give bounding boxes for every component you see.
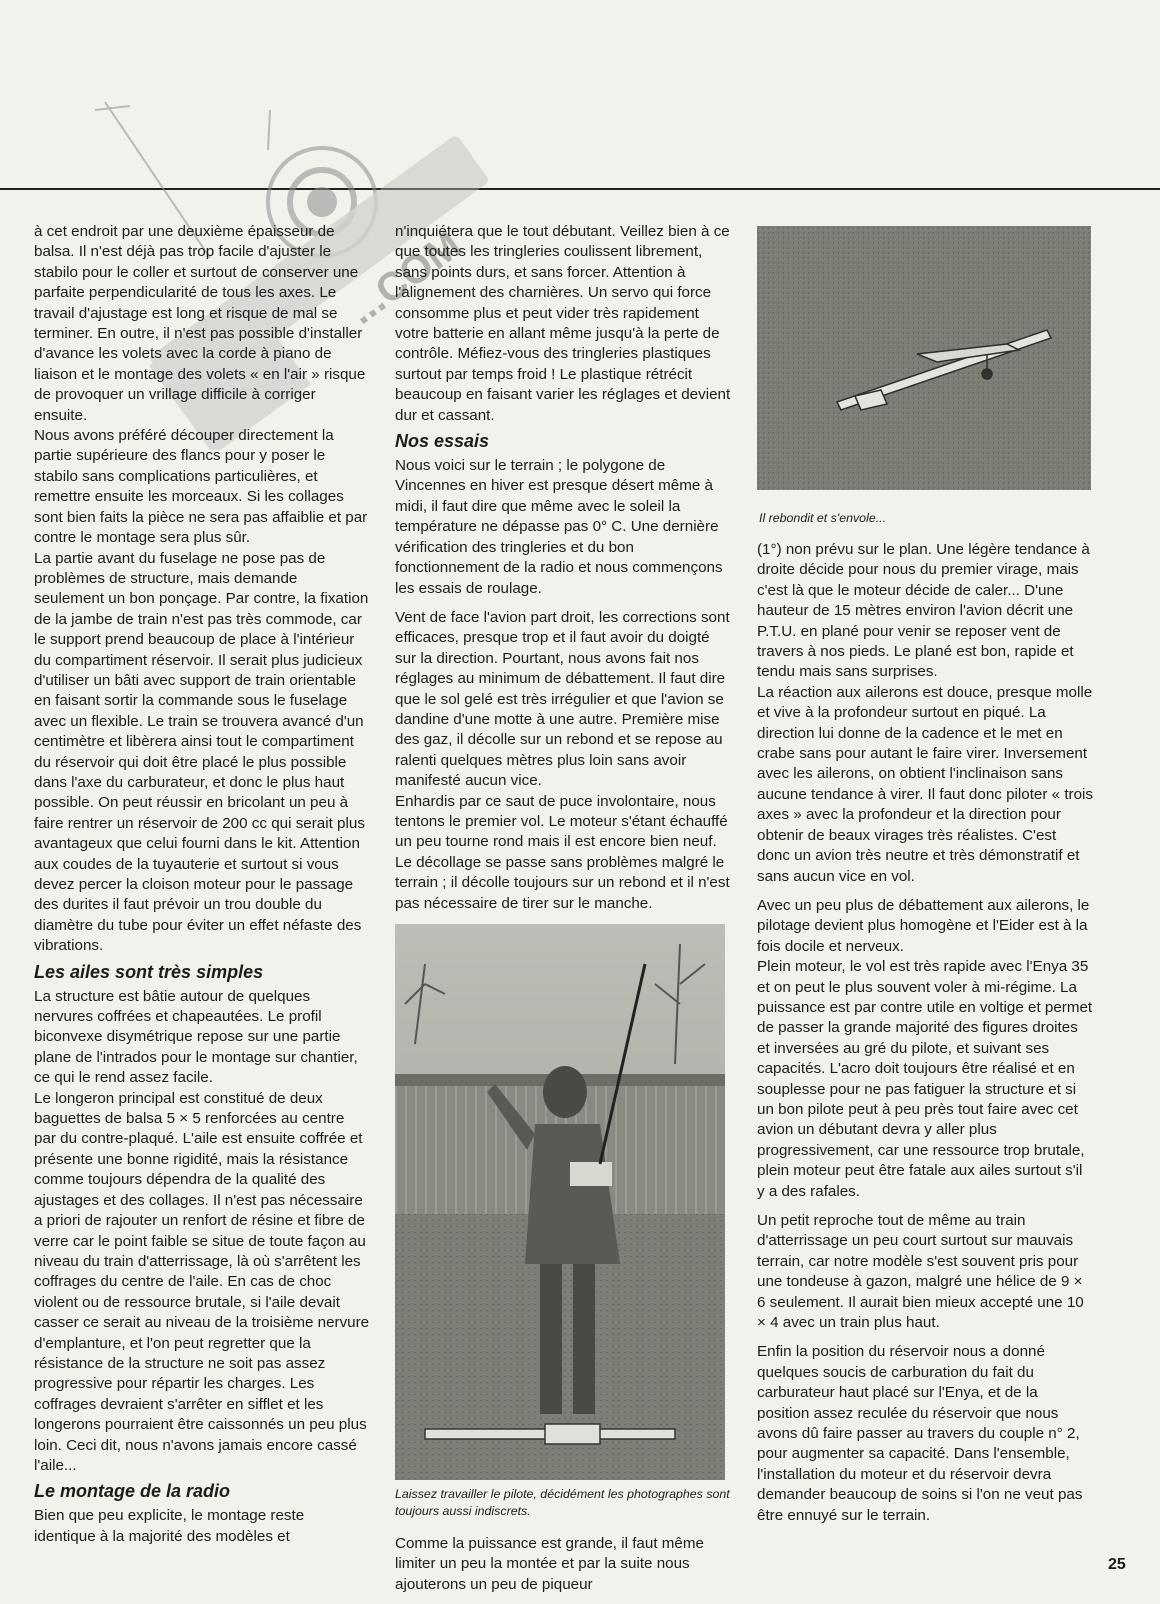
paragraph: à cet endroit par une deuxième épaisseur de balsa. Il n'est déjà pas trop facile d'ajuster le stabilo pour le coller et surtout de conserver une parfaite perpendicularité de tous les axes. Le travail d'ajustage est long et risque de mal se terminer. En outre, il n'est pas possible d'installer d'avance les volets avec la corde à piano de liaison et le montage des volets « en l'air » risque de provoquer un vrillage difficile à corriger ensuite. xyxy=(34,223,366,424)
paragraph: La structure est bâtie autour de quelques nervures coffrées et chapeautées. Le profil biconvexe disymétrique repose sur une partie plane de l'intrados pour le montage sur chantier, ce qui le rend assez facile. xyxy=(34,987,358,1087)
paragraph: Nous voici sur le terrain ; le polygone de Vincennes en hiver est presque désert même à midi, il faut dire que même avec le soleil la température ne dépasse pas 0° C. Une dernière vérification des tringleries et du bon fonctionnement de la radio et nous commençons les essais de roulage. xyxy=(395,457,723,597)
pilot-photo xyxy=(395,924,725,1480)
paragraph: Un petit reproche tout de même au train d'atterrissage un peu court surtout sur mauvais terrain, car notre modèle s'est souvent pris pour une tondeuse à gazon, malgré une hélice de 9 × 6 seulement. Il aurait bien mieux accepté une 10 × 4 avec un train plus haut. xyxy=(757,1212,1084,1332)
paragraph: La réaction aux ailerons est douce, presque molle et vive à la profondeur surtout en piqué. La direction lui donne de la cadence et le met en crabe sans pour autant le faire virer. Inversement avec les ailerons, on obtient l'inclinaison sans aucune tendance à virer. Il faut donc piloter « trois axes » avec la profondeur et la direction pour obtenir de beaux virages très réalistes. C'est donc un avion très neutre et très démonstratif et sans aucun vice en vol. xyxy=(757,683,1094,885)
flight-photo xyxy=(757,226,1091,490)
column-2 xyxy=(395,222,731,1595)
paragraph: La partie avant du fuselage ne pose pas de problèmes de structure, mais demande seulement un bon ponçage. Par contre, la fixation de la jambe de train n'est pas très commode, car le support prend beaucoup de place à l'intérieur du compartiment réservoir. Il serait plus judicieux d'utiliser un bâti avec support de train orientable en faisant sortir la commande sous le fuselage avec un flexible. Le train se trouvera avancé d'un centimètre et libèrera ainsi tout le compartiment du réservoir qui doit être placé le plus possible dans l'axe du carburateur, et donc le plus haut possible. On peut réussir en bricolant un peu à faire rentrer un réservoir de 200 cc qui serait plus avantageux que celui fourni dans le kit. Attention aux coudes de la tuyauterie et surtout si vous devez percer la cloison moteur pour le passage des durites il faut prévoir un trou double du diamètre du tube pour éviter un effet néfaste des vibrations. xyxy=(34,549,369,955)
section-heading: Le montage de la radio xyxy=(34,1481,231,1502)
page-number: 25 xyxy=(1108,1556,1126,1573)
section-heading: Les ailes sont très simples xyxy=(34,961,264,982)
paragraph: Comme la puissance est grande, il faut même limiter un peu la montée et par la suite nous ajouterons un peu de piqueur xyxy=(395,1535,704,1593)
photo-caption: Laissez travailler le pilote, décidément les photographes sont toujours aussi indiscrets. xyxy=(395,1487,730,1518)
paragraph: Le longeron principal est constitué de deux baguettes de balsa 5 × 5 renforcées au centre par du contre-plaqué. L'aile est ensuite coffrée et présente une bonne rigidité, mais la résistance comme toujours dépendra de la qualité des ajustages et des collages. Il n'est pas nécessaire a priori de rajouter un renfort de résine et fibre de verre car le point faible se situe de toute façon au niveau du train d'atterrissage, là où s'arrêtent les coffrages du centre de l'aile. En cas de choc violent ou de ressource brutale, si l'aile devait casser ce serait au niveau de la troisième nervure d'emplanture, et l'on peut regretter que la résistance de la structure ne soit pas assez progressive pour répartir les charges. Les coffrages devraient s'arrêter en sifflet et les longerons pourraient être caissonnés un peu plus loin. Ceci dit, nous n'avons jamais encore cassé l'aile... xyxy=(34,1089,370,1474)
paragraph: Nous avons préféré découper directement la partie supérieure des flancs pour y poser le stabilo sans complications particulières, et remettre ensuite les morceaux. Si les collages sont bien faits la pièce ne sera pas affaiblie et par contre le montage sera plus sûr. xyxy=(34,427,368,547)
column-1 xyxy=(34,222,370,1547)
photo-caption: Il rebondit et s'envole... xyxy=(759,511,887,525)
paragraph: Enhardis par ce saut de puce involontaire, nous tentons le premier vol. Le moteur s'étant échauffé un peu tourne rond mais il est encore bien neuf. Le décollage se passe sans problèmes malgré le terrain ; il décolle toujours sur un rebond et il n'est pas nécessaire de tirer sur le manche. xyxy=(395,792,730,912)
paragraph: n'inquiétera que le tout débutant. Veillez bien à ce que toutes les tringleries coulissent librement, sans points durs, et sans forcer. Attention à l'alignement des charnières. Un servo qui force consomme plus et peut vider très rapidement votre batterie en allant même jusqu'à la perte de contrôle. Méfiez-vous des tringleries plastiques surtout par temps froid ! Le plastique rétrécit beaucoup en faisant varier les réglages et devient dur et cassant. xyxy=(395,223,731,424)
paragraph: Enfin la position du réservoir nous a donné quelques soucis de carburation du fait du carburateur haut placé sur l'Enya, et de la position assez reculée du réservoir que nous avons dû faire passer au travers du couple n° 2, pour augmenter sa capacité. Dans l'ensemble, l'installation du moteur et du réservoir devra demander beaucoup de soins si l'on ne veut pas être ennuyé sur le terrain. xyxy=(757,1343,1083,1524)
watermark-text: ...COM xyxy=(340,222,470,333)
paragraph: Plein moteur, le vol est très rapide avec l'Enya 35 et on peut le plus souvent voler à mi-régime. La puissance est par contre utile en voltige et permet de passer la grande majorité des figures droites et inversées au gré du pilote, et suivant ses capacités. L'acro doit toujours être réalisé et en souplesse pour ne pas fatiguer la structure et si un bon pilote peut à peu près tout faire avec cet avion un débutant devra y aller plus progressivement, car une ressource trop brutale, plein moteur peut être fatale aux ailes surtout s'il y a des rafales. xyxy=(757,958,1093,1200)
paragraph: Bien que peu explicite, le montage reste identique à la majorité des modèles et xyxy=(34,1507,305,1545)
column-3 xyxy=(757,540,1093,1526)
paragraph: Vent de face l'avion part droit, les corrections sont efficaces, presque trop et il faut avoir du doigté sur la direction. Pourtant, nous avons fait nos réglages au minimum de débattement. Il faut dire que le sol gelé est très irrégulier et que l'avion se dandine d'une motte à une autre. Première mise des gaz, il décolle sur un rebond et se repose au ralenti quelques mètres plus loin sans avoir manifesté aucun vice. xyxy=(395,608,730,790)
paragraph: Avec un peu plus de débattement aux ailerons, le pilotage devient plus homogène et l'Eider est à la fois docile et nerveux. xyxy=(757,896,1090,955)
paragraph: (1°) non prévu sur le plan. Une légère tendance à droite décide pour nous du premier virage, mais c'est là que le moteur décide de caler... D'une hauteur de 15 mètres environ l'avion décrit une P.T.U. en plané pour venir se reposer vent de travers à nos pieds. Le plané est bon, rapide et tendu mais sans surprises. xyxy=(757,541,1090,681)
section-heading: Nos essais xyxy=(395,431,490,452)
